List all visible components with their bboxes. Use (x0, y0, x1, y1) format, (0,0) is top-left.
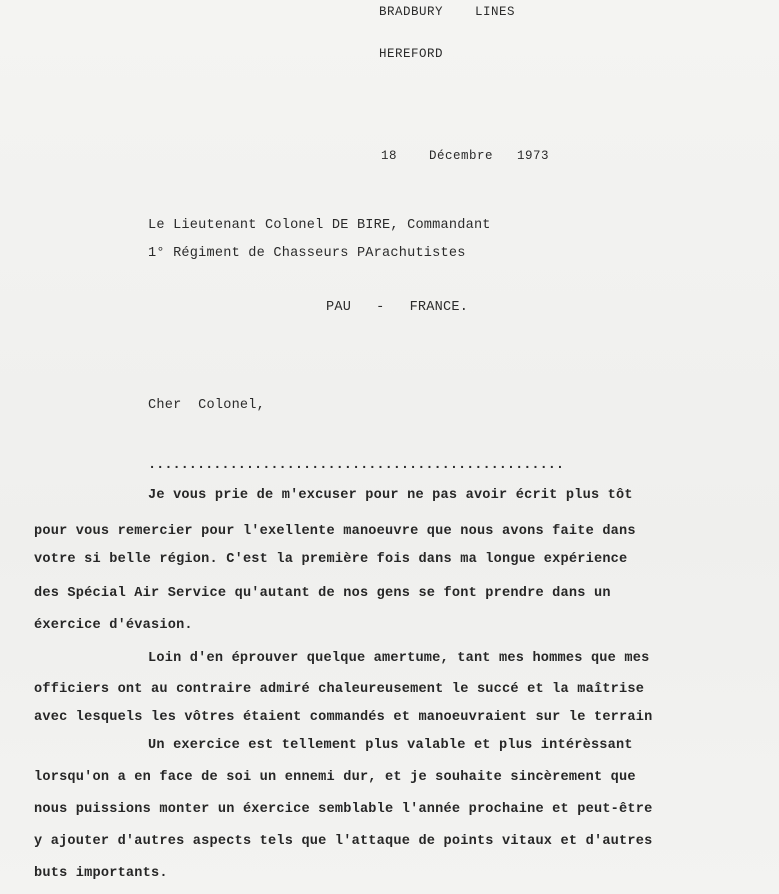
address-line-2: HEREFORD (379, 47, 444, 61)
body-line: nous puissions monter un éxercice semblable l'année prochaine et peut-être (34, 802, 653, 817)
salutation: Cher Colonel, (148, 398, 266, 413)
body-line: éxercice d'évasion. (34, 618, 193, 633)
address-line-1: BRADBURY LINES (379, 5, 516, 19)
separator-dots: ................................................... (148, 458, 565, 473)
recipient-line-1: Le Lieutenant Colonel DE BIRE, Commandant (148, 218, 491, 233)
recipient-line-2: 1° Régiment de Chasseurs PArachutistes (148, 246, 466, 261)
body-line: avec lesquels les vôtres étaient commandés et manoeuvraient sur le terrain (34, 710, 653, 725)
body-line: y ajouter d'autres aspects tels que l'attaque de points vitaux et d'autres (34, 834, 653, 849)
body-line: Un exercice est tellement plus valable et plus intérèssant (148, 738, 633, 753)
letter-date: 18 Décembre 1973 (381, 149, 550, 163)
body-line: lorsqu'on a en face de soi un ennemi dur, et je souhaite sincèrement que (34, 770, 636, 785)
body-line: votre si belle région. C'est la première fois dans ma longue expérience (34, 552, 628, 567)
body-line: buts importants. (34, 866, 168, 881)
body-line: pour vous remercier pour l'exellente manoeuvre que nous avons faite dans (34, 524, 636, 539)
body-line: Je vous prie de m'excuser pour ne pas avoir écrit plus tôt (148, 488, 633, 503)
body-line: des Spécial Air Service qu'autant de nos gens se font prendre dans un (34, 586, 611, 601)
body-line: Loin d'en éprouver quelque amertume, tant mes hommes que mes (148, 651, 650, 666)
recipient-line-3: PAU - FRANCE. (326, 300, 469, 315)
body-line: officiers ont au contraire admiré chaleureusement le succé et la maîtrise (34, 682, 645, 697)
